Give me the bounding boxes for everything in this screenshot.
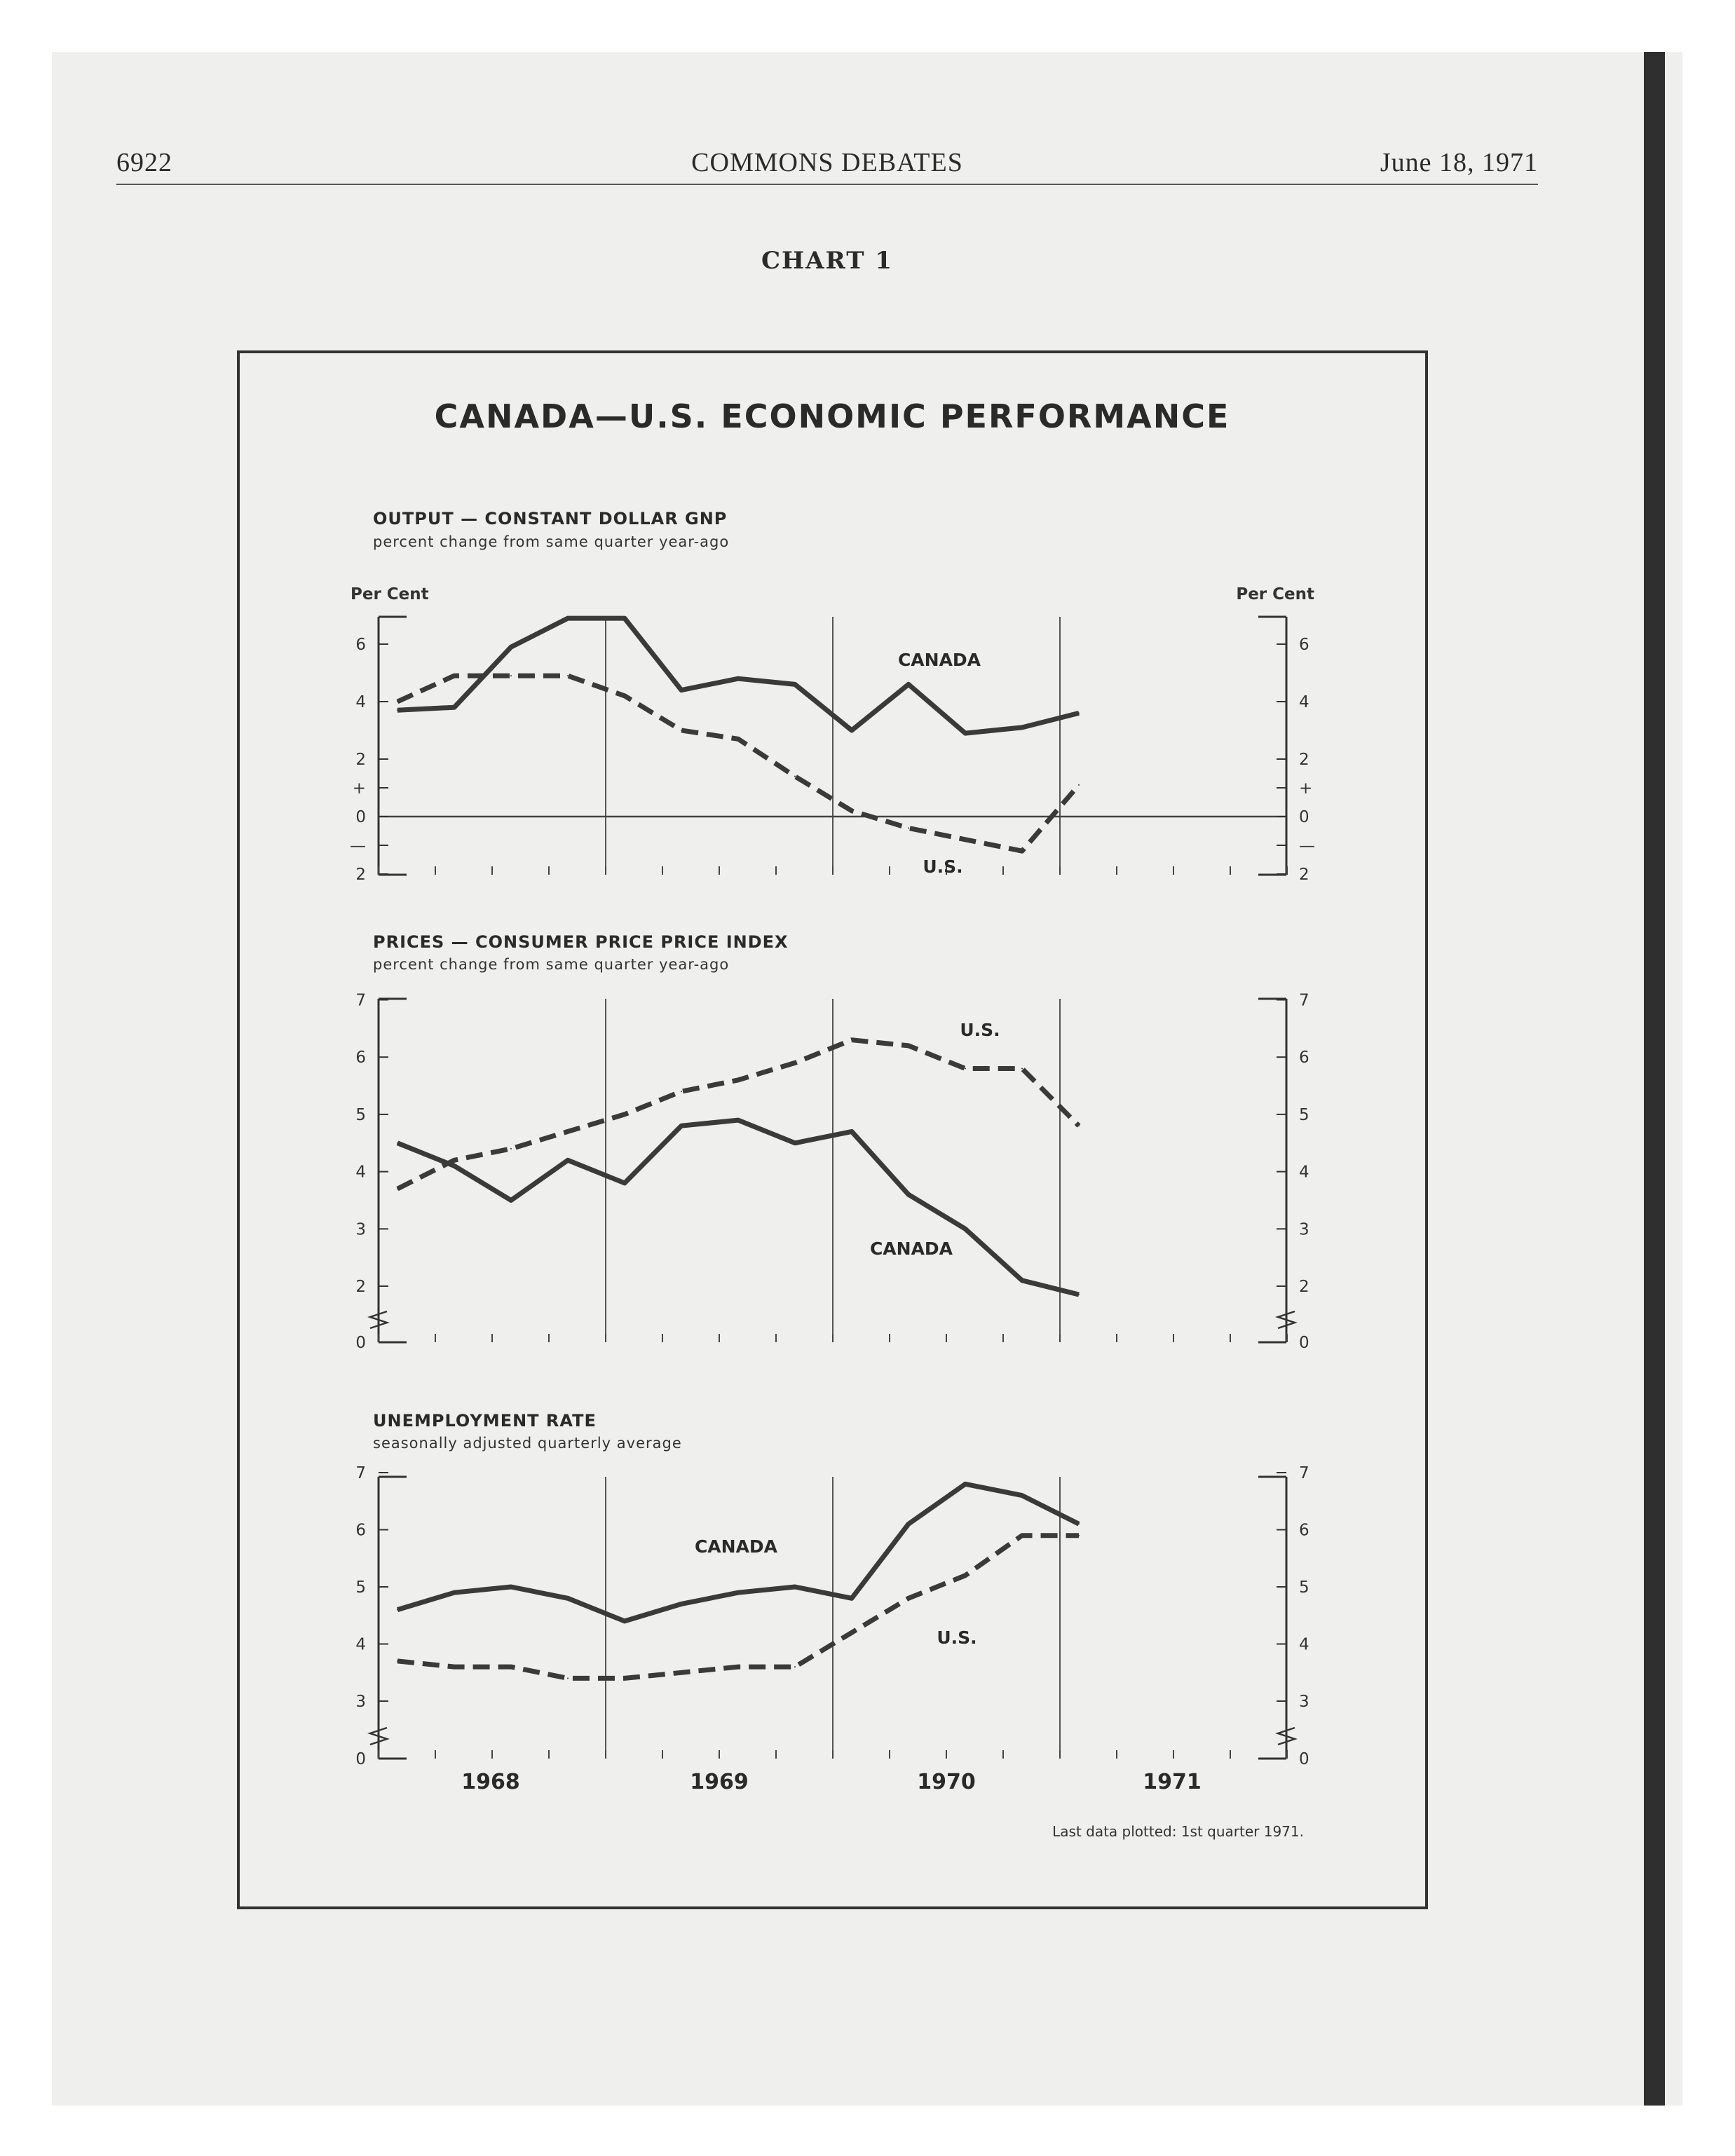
data-point: [681, 1603, 682, 1604]
data-point: [624, 1621, 625, 1622]
data-point: [397, 701, 398, 702]
axis-break-mark: [1278, 1728, 1295, 1745]
data-point: [1078, 712, 1080, 714]
data-point: [794, 1062, 796, 1063]
data-point: [510, 646, 512, 648]
axis-break-mark: [370, 1728, 387, 1745]
data-point: [851, 1632, 852, 1633]
series-label: U.S.: [960, 1020, 1000, 1040]
data-point: [1078, 1294, 1080, 1295]
y-axis-label-right: Per Cent: [1236, 585, 1314, 603]
series-label: CANADA: [897, 650, 981, 670]
data-point: [454, 1165, 455, 1166]
data-point: [567, 618, 569, 619]
data-point: [397, 709, 398, 711]
data-point: [737, 738, 739, 739]
data-point: [681, 690, 682, 691]
series-line-us: [397, 1040, 1079, 1189]
y-tick-label-right: 4: [1299, 1635, 1309, 1654]
series-label: CANADA: [869, 1239, 953, 1259]
y-tick-label-right: —: [1299, 837, 1315, 855]
data-point: [454, 675, 455, 676]
y-tick-label-right: 3: [1299, 1693, 1309, 1711]
data-point: [737, 1119, 739, 1121]
data-point: [965, 1483, 966, 1485]
data-point: [794, 1586, 796, 1588]
data-point: [908, 1523, 909, 1524]
panel-subtitle: percent change from same quarter year-ago: [373, 533, 730, 550]
data-point: [737, 1079, 739, 1081]
y-axis-label-left: Per Cent: [351, 585, 429, 603]
publication-date: June 18, 1971: [1380, 148, 1538, 177]
chart-title: CANADA—U.S. ECONOMIC PERFORMANCE: [434, 397, 1230, 435]
data-point: [397, 1142, 398, 1144]
y-tick-label-left: 0: [355, 1334, 366, 1352]
data-point: [908, 827, 909, 828]
data-point: [1021, 1068, 1023, 1070]
data-point: [681, 1672, 682, 1673]
y-tick-label-left: —: [350, 837, 366, 855]
data-point: [1021, 1280, 1023, 1281]
x-tick-label: 1970: [917, 1770, 976, 1794]
panel-title: UNEMPLOYMENT RATE: [373, 1411, 597, 1431]
y-tick-label-left: 7: [355, 1464, 366, 1482]
data-point: [454, 1592, 455, 1593]
y-tick-label-right: 0: [1299, 808, 1309, 826]
series-label: CANADA: [694, 1536, 778, 1557]
y-tick-label-left: 0: [355, 808, 366, 826]
y-tick-label-left: 7: [355, 991, 366, 1010]
data-point: [851, 730, 852, 731]
data-point: [567, 675, 569, 676]
y-tick-label-right: 6: [1299, 636, 1309, 654]
page-number: 6922: [116, 148, 172, 177]
x-tick-label: 1971: [1143, 1770, 1202, 1794]
data-point: [567, 1677, 569, 1679]
data-point: [681, 730, 682, 731]
footnote: Last data plotted: 1st quarter 1971.: [1052, 1823, 1304, 1840]
y-tick-label-right: 0: [1299, 1334, 1309, 1352]
data-point: [567, 1597, 569, 1599]
data-point: [567, 1159, 569, 1161]
data-point: [1021, 727, 1023, 728]
data-point: [624, 1114, 625, 1115]
y-tick-label-left: 6: [355, 1521, 366, 1540]
data-point: [851, 1131, 852, 1132]
axis-break-mark: [370, 1311, 387, 1328]
series-line-canada: [397, 1120, 1079, 1295]
y-tick-label-right: 7: [1299, 1464, 1309, 1482]
data-point: [624, 1182, 625, 1184]
panel-subtitle: seasonally adjusted quarterly average: [373, 1435, 682, 1452]
y-tick-label-left: 3: [355, 1693, 366, 1711]
y-tick-label-right: 2: [1299, 751, 1309, 769]
data-point: [397, 1609, 398, 1611]
y-tick-label-left: 3: [355, 1220, 366, 1239]
y-tick-label-right: 3: [1299, 1220, 1309, 1239]
data-point: [794, 683, 796, 685]
data-point: [908, 1045, 909, 1046]
axis-break-mark: [1278, 1311, 1295, 1328]
series-line-us: [397, 1536, 1079, 1679]
data-point: [567, 1131, 569, 1132]
data-point: [1021, 850, 1023, 852]
y-tick-label-left: 5: [355, 1105, 366, 1124]
data-point: [1078, 1523, 1080, 1524]
y-tick-label-left: 6: [355, 1049, 366, 1067]
data-point: [737, 678, 739, 679]
chart-caption: CHART 1: [761, 247, 894, 275]
data-point: [510, 1148, 512, 1149]
data-point: [1078, 1125, 1080, 1126]
data-point: [965, 1228, 966, 1229]
series-label: U.S.: [937, 1628, 977, 1648]
data-point: [965, 1068, 966, 1070]
data-point: [397, 1660, 398, 1662]
publication-title: COMMONS DEBATES: [691, 148, 963, 177]
y-tick-label-left: 6: [355, 636, 366, 654]
data-point: [510, 1200, 512, 1201]
data-point: [794, 1142, 796, 1144]
data-point: [908, 1194, 909, 1195]
data-point: [681, 1125, 682, 1126]
panel-subtitle: percent change from same quarter year-ago: [373, 956, 730, 973]
data-point: [851, 810, 852, 812]
data-point: [965, 839, 966, 840]
x-tick-label: 1969: [690, 1770, 749, 1794]
data-point: [1078, 1535, 1080, 1536]
data-point: [510, 1586, 512, 1588]
data-point: [454, 1666, 455, 1667]
data-point: [454, 707, 455, 708]
data-point: [624, 618, 625, 619]
y-tick-label-right: 6: [1299, 1049, 1309, 1067]
y-tick-label-right: +: [1299, 779, 1313, 798]
panel-title: PRICES — CONSUMER PRICE PRICE INDEX: [373, 932, 789, 952]
data-point: [510, 1666, 512, 1667]
data-point: [908, 1597, 909, 1599]
y-tick-label-left: 5: [355, 1578, 366, 1597]
data-point: [908, 683, 909, 685]
data-point: [794, 1666, 796, 1667]
data-point: [737, 1592, 739, 1593]
data-point: [454, 1159, 455, 1161]
data-point: [397, 1188, 398, 1189]
data-point: [965, 1575, 966, 1576]
data-point: [1021, 1495, 1023, 1496]
panel-title: OUTPUT — CONSTANT DOLLAR GNP: [373, 509, 728, 528]
y-tick-label-right: 6: [1299, 1521, 1309, 1540]
data-point: [851, 1597, 852, 1599]
data-point: [681, 1091, 682, 1092]
x-tick-label: 1968: [461, 1770, 520, 1794]
series-label: U.S.: [923, 857, 963, 877]
y-tick-label-left: +: [352, 779, 366, 798]
data-point: [624, 695, 625, 697]
data-point: [851, 1039, 852, 1041]
y-tick-label-left: 2: [355, 751, 366, 769]
data-point: [965, 732, 966, 734]
data-point: [794, 776, 796, 777]
y-tick-label-right: 2: [1299, 866, 1309, 884]
y-tick-label-right: 5: [1299, 1105, 1309, 1124]
y-tick-label-left: 2: [355, 1278, 366, 1296]
y-tick-label-right: 5: [1299, 1578, 1309, 1597]
y-tick-label-right: 4: [1299, 693, 1309, 711]
data-point: [1021, 1535, 1023, 1536]
y-tick-label-right: 7: [1299, 991, 1309, 1010]
y-tick-label-left: 4: [355, 693, 366, 711]
data-point: [1078, 784, 1080, 786]
data-point: [510, 675, 512, 676]
y-tick-label-left: 4: [355, 1635, 366, 1654]
y-tick-label-right: 4: [1299, 1163, 1309, 1182]
y-tick-label-left: 4: [355, 1163, 366, 1182]
series-line-us: [397, 676, 1079, 851]
y-tick-label-right: 2: [1299, 1278, 1309, 1296]
y-tick-label-right: 0: [1299, 1750, 1309, 1768]
y-tick-label-left: 2: [355, 866, 366, 884]
y-tick-label-left: 0: [355, 1750, 366, 1768]
data-point: [624, 1677, 625, 1679]
data-point: [737, 1666, 739, 1667]
